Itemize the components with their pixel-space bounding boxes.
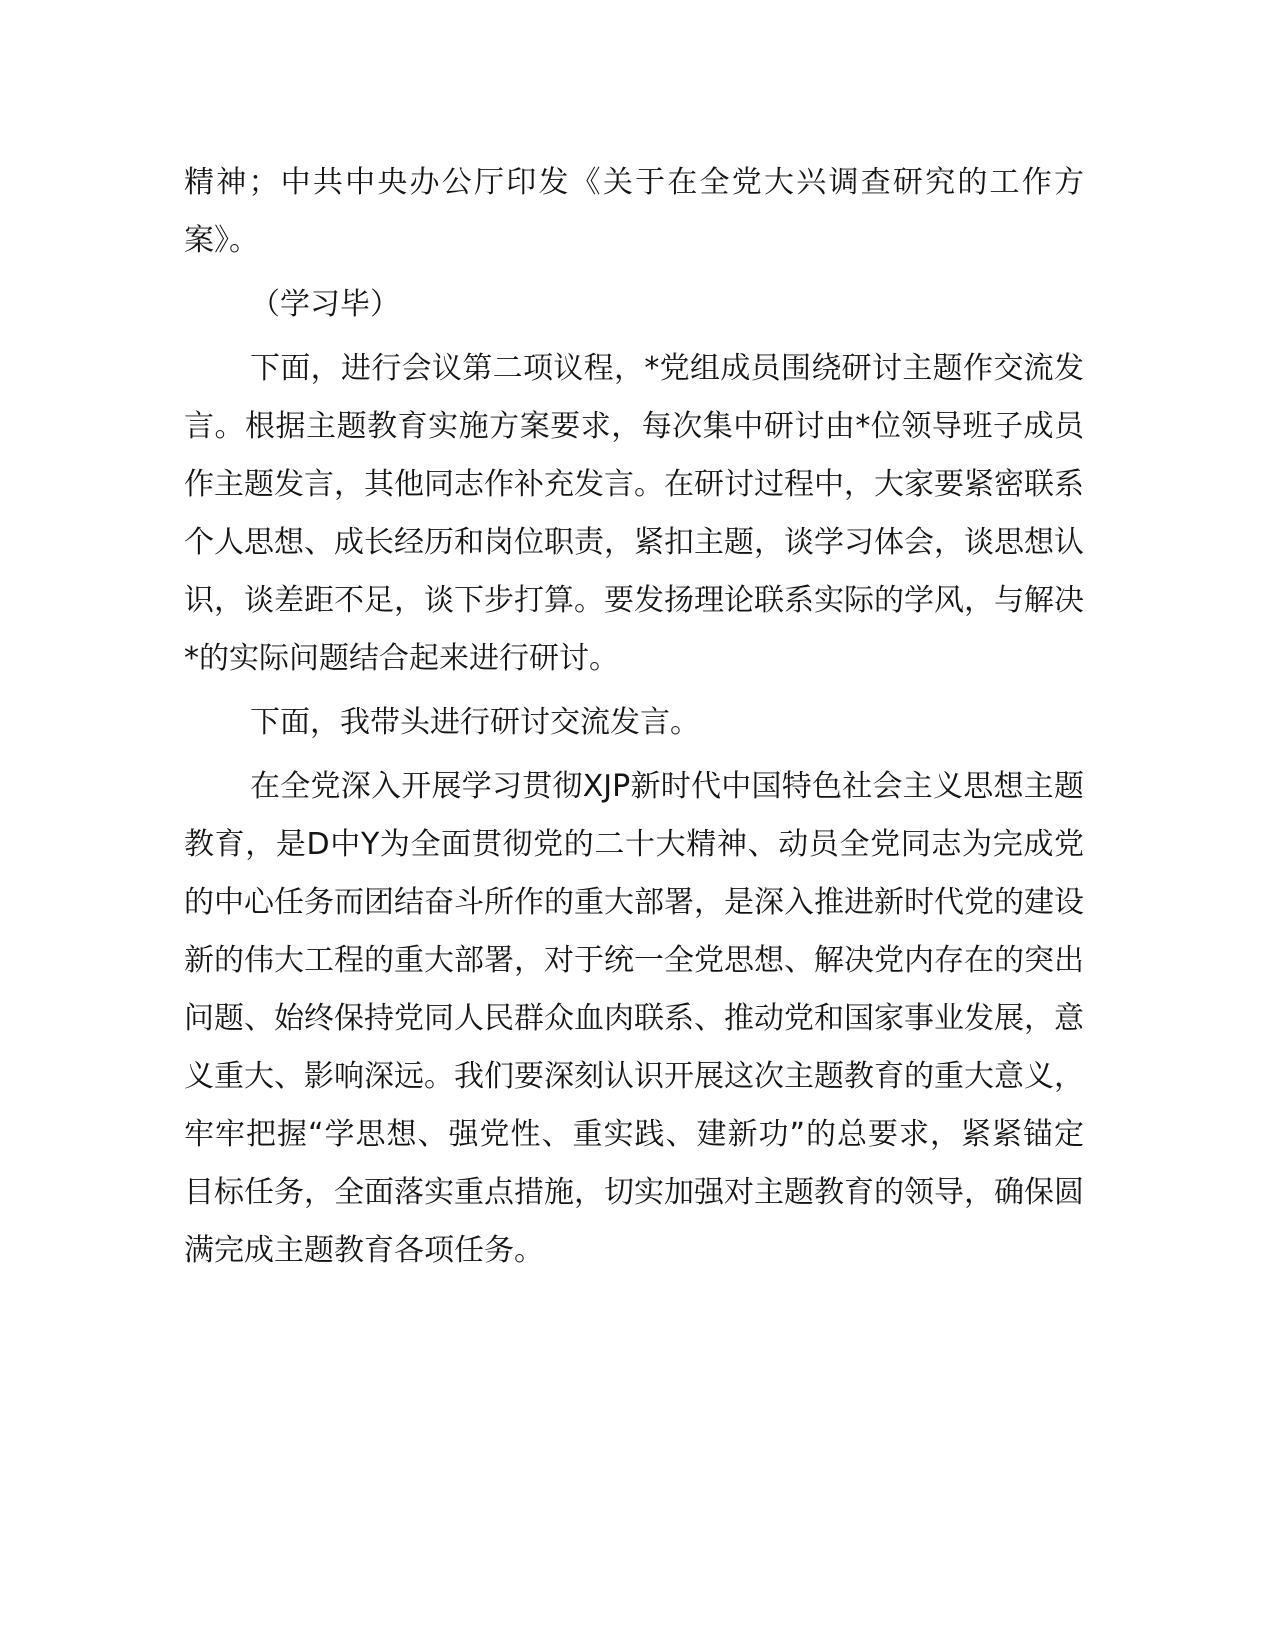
document-body bbox=[184, 154, 1084, 1280]
paragraph-agenda-item-two: 下面，进行会议第二项议程，*党组成员围绕研讨主题作交流发言。根据主题教育实施方案要求，每次集中研讨由*位领导班子成员作主题发言，其他同志作补充发言。在研讨过程中，大家要紧密联系个人思想、成长经历和岗位职责，紧扣主题，谈学习体会，谈思想认识，谈差距不足，谈下步打算。要发扬理论联系实际的学风，与解决*的实际问题结合起来进行研讨。 bbox=[184, 351, 1084, 676]
paragraph-continuation: 精神；中共中央办公厅印发《关于在全党大兴调查研究的工作方案》。 bbox=[184, 165, 1084, 258]
paragraph-lead-speech: 下面，我带头进行研讨交流发言。 bbox=[250, 705, 700, 740]
paragraph-study-end: （学习毕） bbox=[250, 287, 400, 322]
paragraph-theme-education: 在全党深入开展学习贯彻XJP新时代中国特色社会主义思想主题教育，是D中Y为全面贯彻党的二十大精神、动员全党同志为完成党的中心任务而团结奋斗所作的重大部署，是深入推进新时代党的建设新的伟大工程的重大部署，对于统一全党思想、解决党内存在的突出问题、始终保持党同人民群众血肉联系、推动党和国家事业发展，意义重大、影响深远。我们要深刻认识开展这次主题教育的重大意义，牢牢把握“学思想、强党性、重实践、建新功”的总要求，紧紧锚定目标任务，全面落实重点措施，切实加强对主题教育的领导，确保圆满完成主题教育各项任务。 bbox=[184, 769, 1084, 1268]
